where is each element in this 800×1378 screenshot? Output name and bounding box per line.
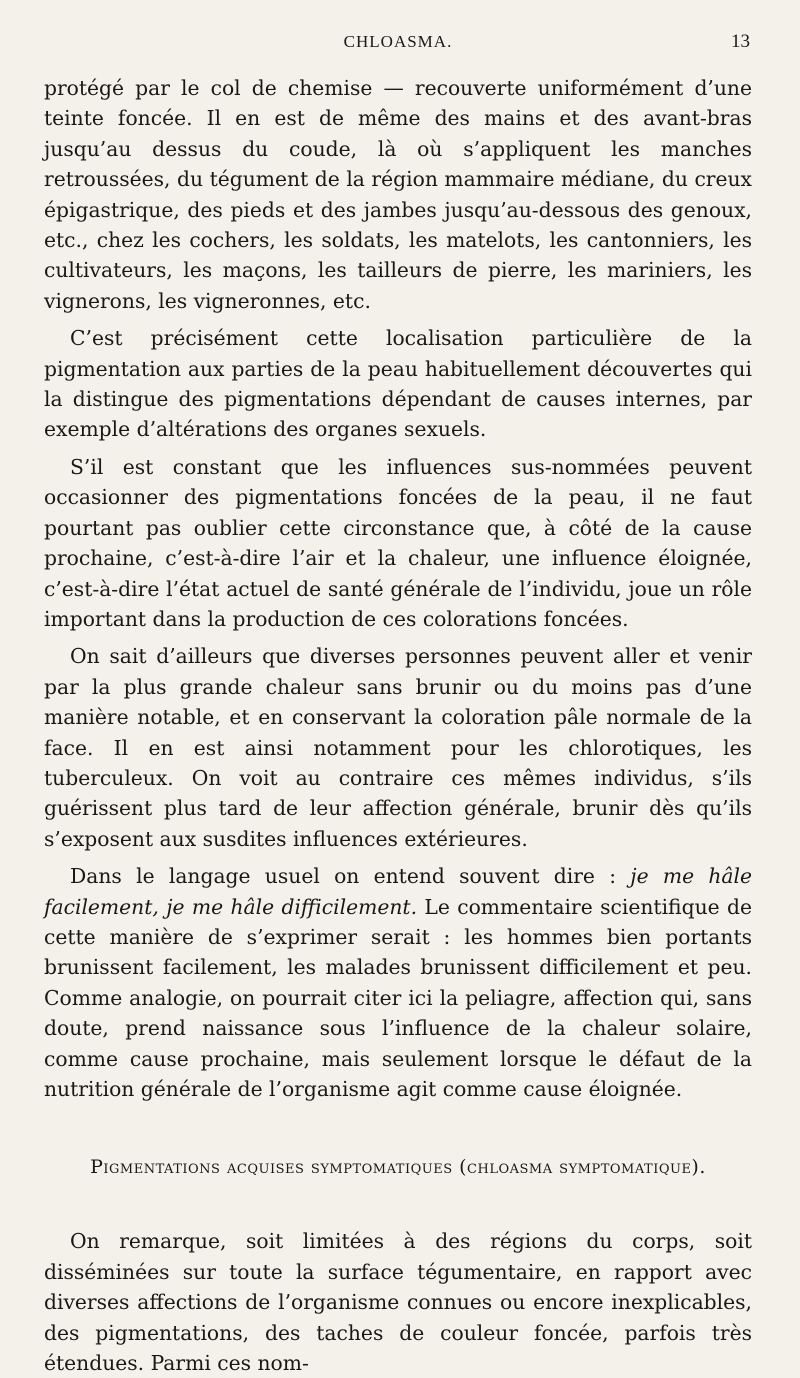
page-number: 13 — [731, 31, 750, 52]
paragraph-5 — [44, 861, 752, 1104]
body-text — [44, 73, 752, 1378]
paragraph-5-rest: Le commentaire scientifique de cette manière de s’exprimer serait : les hommes bien portants brunissent facilement, les malades brunissent difficilement et peu. Comme analogie, on pourrait citer ici la peliagre, affection qui, sans doute, prend naissance sous l’influence de la chaleur solaire, comme cause prochaine, mais seulement lorsque le défaut de la nutrition générale de l’organisme agit comme cause éloignée. — [44, 894, 752, 1101]
paragraph-3: S’il est constant que les influences sus-nommées peuvent occasionner des pigmentations foncées de la peau, il ne faut pourtant pas oublier cette circonstance que, à côté de la cause prochaine, c’est-à-dire l’air et la chaleur, une influence éloignée, c’est-à-dire l’état actuel de santé générale de l’individu, joue un rôle important dans la production de ces colorations foncées. — [44, 454, 752, 631]
running-title: CHLOASMA. — [343, 32, 453, 51]
section-heading: Pigmentations acquises symptomatiques (chloasma symptomatique). — [90, 1156, 706, 1179]
paragraph-4: On sait d’ailleurs que diverses personnes peuvent aller et venir par la plus grande chaleur sans brunir ou du moins pas d’une manière notable, et en conservant la coloration pâle normale de la face. Il en est ainsi notamment pour les chlorotiques, les tuberculeux. On voit au contraire ces mêmes individus, s’ils guérissent plus tard de leur affection générale, brunir dès qu’ils s’exposent aux susdites influences extérieures. — [44, 644, 752, 851]
paragraph-5-quote: je me hâle facilement, je me hâle difficilement. — [44, 864, 752, 919]
paragraph-1: protégé par le col de chemise — recouverte uniformément d’une teinte foncée. Il en est de même des mains et des avant-bras jusqu’au dessus du coude, là où s’appliquent les manches retroussées, du tégument de la région mammaire médiane, du creux épigastrique, des pieds et des jambes jusqu’au-dessous des genoux, etc., chez les cochers, les soldats, les matelots, les cantonniers, les cultivateurs, les maçons, les tailleurs de pierre, les mariniers, les vignerons, les vigneronnes, etc. — [44, 76, 752, 313]
paragraph-6: On remarque, soit limitées à des régions du corps, soit disséminées sur toute la surface tégumentaire, en rapport avec diverses affections de l’organisme connues ou encore inexplicables, des pigmentations, des taches de couleur foncée, parfois très étendues. Parmi ces nom- — [44, 1229, 752, 1376]
running-head — [44, 28, 752, 56]
paragraph-5-lead: Dans le langage usuel on entend souvent dire : — [70, 864, 631, 889]
paragraph-2: C’est précisément cette localisation particulière de la pigmentation aux parties de la peau habituellement découvertes qui la distingue des pigmentations dépendant de causes internes, par exemple d’altérations des organes sexuels. — [44, 326, 752, 442]
